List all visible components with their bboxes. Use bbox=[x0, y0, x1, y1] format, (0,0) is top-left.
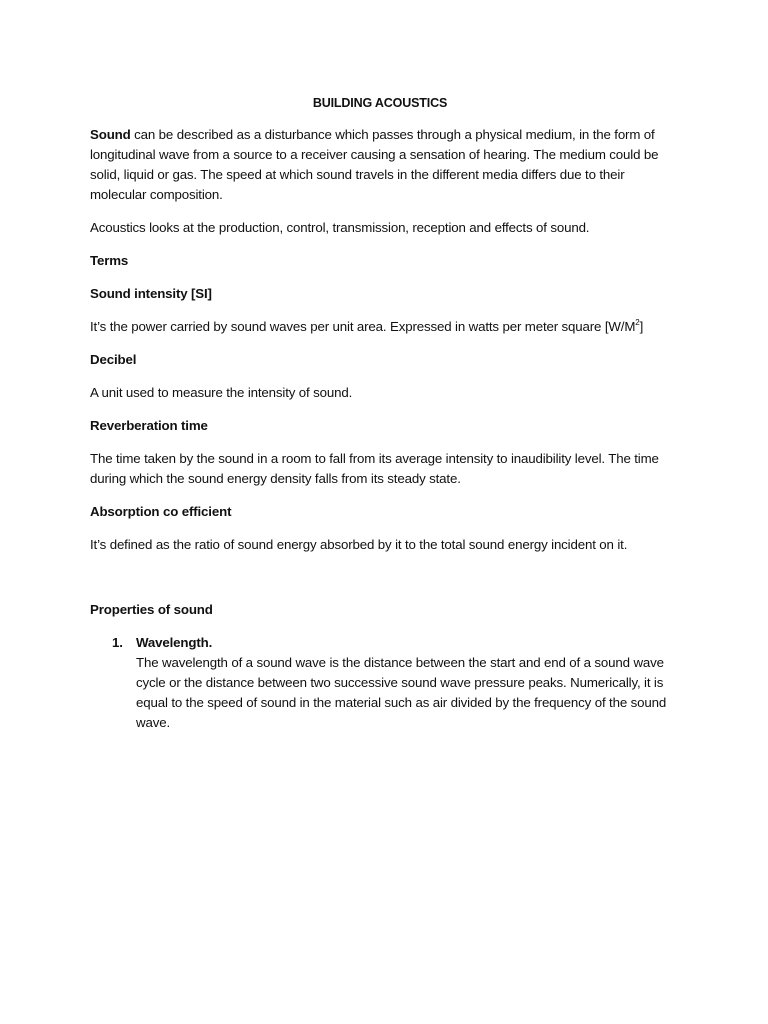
term-text-reverberation-time: The time taken by the sound in a room to fall from its average intensity to inaudibility level. The time during which the sound energy density falls from its steady state. bbox=[90, 451, 659, 486]
intro-lead-bold: Sound bbox=[90, 127, 131, 142]
term-text-absorption-coefficient: It’s defined as the ratio of sound energy absorbed by it to the total sound energy incident on it. bbox=[90, 537, 628, 552]
document-body bbox=[90, 93, 670, 733]
document-title: BUILDING ACOUSTICS bbox=[312, 96, 448, 110]
term-text-decibel: A unit used to measure the intensity of sound. bbox=[90, 385, 353, 400]
term-heading-sound-intensity: Sound intensity [SI] bbox=[90, 286, 212, 301]
terms-heading: Terms bbox=[90, 253, 129, 268]
term-heading-decibel: Decibel bbox=[90, 352, 137, 367]
list-item bbox=[90, 633, 670, 733]
intro-text: can be described as a disturbance which passes through a physical medium, in the form of longitudinal wave from a source to a receiver causing a sensation of hearing. The medium could be solid, liquid or gas. The speed at which sound travels in the different media differs due to their molecular composition. bbox=[90, 127, 659, 202]
superscript-exponent: 2 bbox=[635, 318, 640, 327]
acoustics-paragraph: Acoustics looks at the production, control, transmission, reception and effects of sound. bbox=[90, 220, 590, 235]
intro-paragraph bbox=[90, 125, 670, 205]
term-text-sound-intensity-main: It’s the power carried by sound waves per unit area. Expressed in watts per meter square [W/M bbox=[90, 319, 636, 334]
list-item-number: 1. bbox=[112, 635, 123, 650]
term-text-sound-intensity bbox=[90, 317, 670, 337]
properties-list bbox=[90, 633, 670, 733]
section-spacer bbox=[90, 568, 670, 600]
list-item-title: Wavelength. bbox=[136, 635, 213, 650]
properties-heading: Properties of sound bbox=[90, 602, 213, 617]
term-heading-absorption-coefficient: Absorption co efficient bbox=[90, 504, 232, 519]
term-heading-reverberation-time: Reverberation time bbox=[90, 418, 208, 433]
term-text-sound-intensity-close: ] bbox=[639, 319, 644, 334]
list-item-text: The wavelength of a sound wave is the distance between the start and end of a sound wave cycle or the distance between two successive sound wave pressure peaks. Numerically, it is equal to the speed of sound in the material such as air divided by the frequency of the sound wave. bbox=[136, 655, 667, 730]
